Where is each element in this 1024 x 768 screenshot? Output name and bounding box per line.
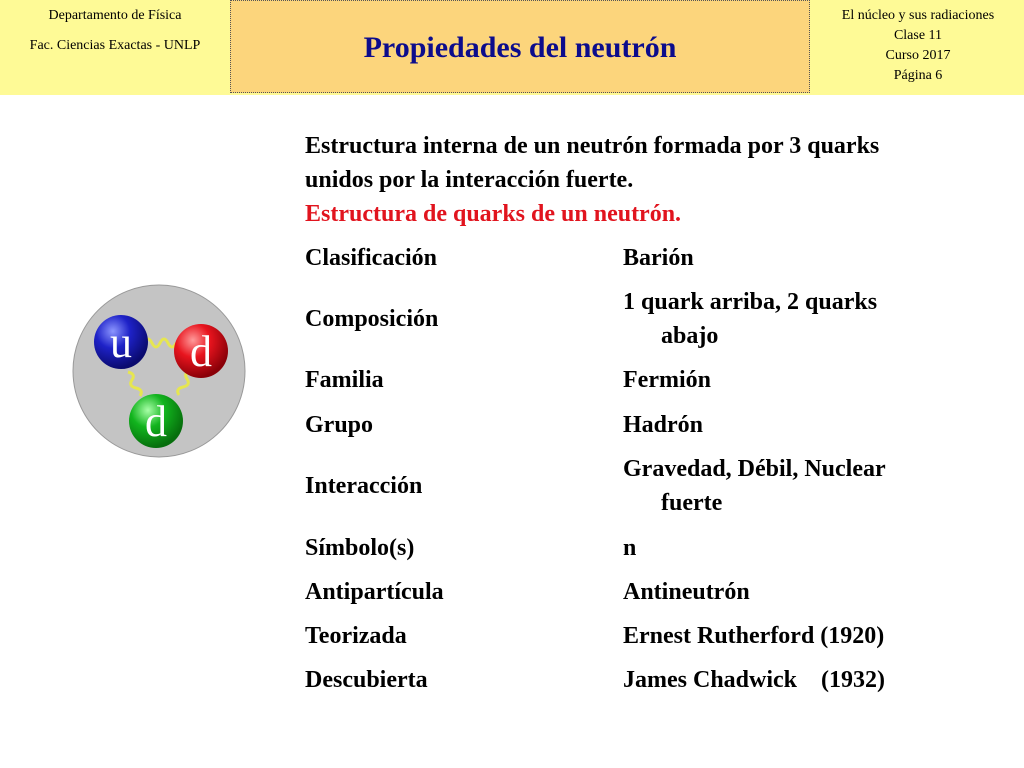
property-name: Familia (305, 367, 384, 393)
page-number-label: Página 6 (893, 68, 943, 83)
intro-line-1: Estructura interna de un neutrón formada por 3 quarks (305, 133, 880, 159)
property-name: Antipartícula (305, 579, 444, 605)
header-left-block (0, 0, 230, 95)
property-value (623, 285, 953, 353)
page-title: Propiedades del neutrón (363, 31, 677, 64)
down-quark-red-label: d (190, 327, 212, 376)
department-label: Departamento de Física (48, 8, 182, 23)
property-name: Teorizada (305, 623, 407, 649)
property-value-line: Gravedad, Débil, Nuclear (623, 456, 886, 482)
slide-header (0, 0, 1024, 95)
property-value: James Chadwick (1932) (623, 667, 885, 693)
property-name: Clasificación (305, 245, 437, 271)
property-value-continuation: fuerte (661, 490, 723, 516)
property-value (623, 452, 953, 520)
property-name: Grupo (305, 412, 374, 438)
property-value: Barión (623, 245, 694, 271)
faculty-label: Fac. Ciencias Exactas - UNLP (29, 38, 201, 53)
down-quark-green-label: d (145, 397, 167, 446)
header-right-block (812, 0, 1024, 95)
property-value: n (623, 535, 637, 561)
property-value-line: 1 quark arriba, 2 quarks (623, 289, 878, 315)
property-name: Descubierta (305, 667, 428, 693)
diagram-caption: Estructura de quarks de un neutrón. (305, 201, 682, 227)
property-value: Fermión (623, 367, 711, 393)
property-value: Hadrón (623, 412, 704, 438)
course-year-label: Curso 2017 (885, 48, 951, 63)
neutron-quark-diagram (70, 282, 250, 462)
intro-text (305, 129, 1005, 231)
course-topic-label: El núcleo y sus radiaciones (841, 8, 995, 23)
property-value: Ernest Rutherford (1920) (623, 623, 885, 649)
property-value: Antineutrón (623, 579, 750, 605)
title-box (230, 0, 810, 93)
property-value-continuation: abajo (661, 323, 719, 349)
property-name: Composición (305, 306, 439, 332)
up-quark-label: u (110, 318, 132, 367)
class-label: Clase 11 (893, 28, 943, 43)
intro-line-2: unidos por la interacción fuerte. (305, 167, 634, 193)
property-name: Interacción (305, 473, 423, 499)
property-name: Símbolo(s) (305, 535, 415, 561)
